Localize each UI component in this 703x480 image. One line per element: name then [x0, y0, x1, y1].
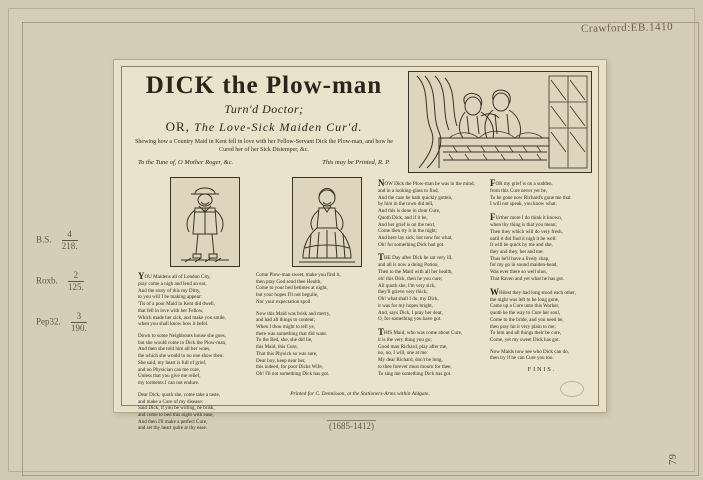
- drop-cap: F: [490, 213, 496, 223]
- stanza: [490, 213, 594, 282]
- verse-line: And the case he hath quickly gotten,: [378, 194, 453, 201]
- verse-line: for my go in sound maiden-head,: [490, 262, 558, 269]
- verse-line: Now Maids now see who Dick can do,: [490, 348, 569, 355]
- verse-line: HE Day after Dick he sat very ill,: [384, 255, 453, 262]
- margin-note-label: Roxb.: [36, 275, 58, 286]
- verse-line: and come to bed this night with ease,: [138, 411, 214, 418]
- drop-cap: N: [378, 179, 385, 188]
- verse-line: and in a looking-glass to find,: [378, 188, 439, 194]
- verse-line: HIS Maid, who was come about Cure,: [384, 329, 463, 336]
- verse-line: O, for something you have got.: [378, 316, 442, 323]
- verse-line: And then she told him all her woes,: [138, 346, 211, 353]
- drop-cap: Y: [138, 272, 145, 281]
- verse-line: no, no, I will, one at me:: [378, 350, 428, 357]
- verse-line: Good man Richard, play after me,: [378, 343, 448, 350]
- verse-line: pray come a nigh and lend an ear,: [138, 281, 207, 287]
- margin-notes: [36, 230, 87, 353]
- verse-line: Oh! what shall I do, my Dick,: [378, 296, 439, 303]
- verse-line: Come, yet my sweet Dick has got.: [490, 336, 560, 343]
- verse-line: To the Bed, she, she did lie,: [256, 337, 313, 344]
- verse-line: but your hopes I'll not beguile,: [256, 292, 319, 299]
- verse-line: Now this Maid was brisk and merry,: [256, 310, 331, 317]
- license-note: This may be Printed, R. P.: [322, 159, 390, 167]
- verse-line: my torments I can not endure.: [138, 380, 200, 387]
- verse-line: it was for my hopes bright,: [378, 302, 433, 309]
- verse-line: to you will I be making appear:: [138, 294, 202, 301]
- verse-line: this indeed, for poor Dicks Wife,: [256, 364, 323, 371]
- verse-line: That Raven and yet what he has got.: [490, 275, 565, 282]
- verse-line: until it did find it nigh it be well:: [490, 235, 557, 242]
- verse-line: That this Physick so was sure,: [256, 350, 318, 357]
- verse-line: and had all things to content;: [256, 317, 315, 324]
- sheet-caption: [8, 420, 695, 431]
- drop-cap: F: [490, 179, 496, 188]
- verse-line: the which she would to no one show then:: [138, 353, 224, 360]
- verse-line: Come Plow-man sweet, make you find it,: [256, 272, 341, 278]
- verse-line: then pray hit it very plain to me;: [490, 323, 556, 330]
- verse-column-1: [138, 272, 246, 437]
- verse-line: Quoth Dick, and if it be,: [378, 214, 428, 221]
- margin-note-fraction: [68, 271, 84, 292]
- corner-number: 79: [667, 454, 679, 465]
- verse-line: OW Dick the Plow-man he was in the mind,: [384, 181, 475, 187]
- margin-note: [36, 312, 87, 333]
- verse-line: To be gone now Richard's gone me that: [490, 194, 571, 201]
- verse-line: And this is done in clear Cure,: [378, 208, 441, 215]
- verse-line: then pray God send thee Health,: [256, 278, 322, 285]
- verse-line: and make a Cure of my disease:: [138, 398, 204, 405]
- mount-board: [8, 8, 695, 472]
- title-alternate: The Love-Sick Maiden Cur'd.: [194, 120, 363, 135]
- verse-line: And here lay sick, but now for what,: [378, 235, 453, 242]
- title-description: Shewing how a Country Maid in Kent fell in love with her Fellow-Servant Dick the Plow-man, and how he Cured her of her Sick Distemper, &c.: [135, 139, 393, 154]
- stanza: [378, 179, 482, 248]
- margin-note-label: B.S.: [36, 234, 52, 245]
- verse-line: then try if he can Cure you too.: [490, 355, 554, 362]
- verse-line: they'll grieve very thick;: [378, 289, 428, 296]
- title-or-word: OR,: [165, 119, 190, 135]
- verse-line: OR my grief is on a sudden,: [495, 181, 553, 187]
- margin-note-denominator: 190.: [71, 323, 87, 333]
- verse-line: it is the very thing you go;: [378, 336, 432, 343]
- verse-line: Then to the Maid with all her health,: [378, 269, 453, 276]
- stanza: [378, 328, 482, 377]
- verse-line: Thus he'll have a lively chap,: [490, 255, 550, 262]
- verse-line: this Maid, this Cure,: [256, 344, 298, 351]
- verse-line: I will not speak, you know what.: [490, 201, 557, 208]
- verse-line: by him in the town did tell,: [378, 201, 434, 208]
- verse-line: that fell in love with her Fellow,: [138, 307, 204, 314]
- verse-line: All quoth she, I'm very sick,: [378, 282, 436, 289]
- stanza: [138, 333, 246, 387]
- verse-line: Urther more I do think it known,: [495, 215, 563, 222]
- verse-line: My dear Richard, don't be long,: [378, 357, 443, 364]
- title-subtitle: Turn'd Doctor;: [224, 102, 304, 117]
- verse-line: Came up a Cure unto this Worker,: [490, 303, 560, 310]
- verse-line: Unless that you give me relief,: [138, 373, 201, 380]
- verse-line: Oh! for something Dick had got.: [378, 241, 445, 248]
- drop-cap: T: [378, 253, 385, 263]
- verse-column-4: [490, 179, 594, 375]
- verse-line: Come then try it in the night;: [378, 228, 438, 235]
- margin-note: [36, 271, 87, 292]
- verse-column-2: [256, 272, 364, 383]
- page-title: DICK the Plow-man: [145, 72, 383, 99]
- verse-line: there was something that did want.: [256, 330, 328, 337]
- verse-line: Come to your bed betimes at night,: [256, 285, 328, 292]
- verse-line: Hilest they had long stood each other,: [499, 289, 576, 296]
- verse-line: Come to the bride, and you need be,: [490, 316, 564, 323]
- margin-note-denominator: 125.: [68, 282, 84, 292]
- verse-line: When I thou might to tell ye,: [256, 324, 315, 331]
- verse-line: and all is now a doing Potion,: [378, 262, 439, 269]
- margin-note-numerator: 4: [62, 230, 78, 241]
- verse-line: OU Maidens all of London City,: [144, 274, 211, 280]
- finis-line: FINIS.: [527, 367, 557, 374]
- stanza: [378, 253, 482, 322]
- stanza: [256, 311, 364, 378]
- verse-line: when you shall know how it befel.: [138, 321, 209, 328]
- stanza: [138, 272, 246, 328]
- verse-line: the night was left to be long gone,: [490, 296, 560, 303]
- margin-note-fraction: [71, 312, 87, 333]
- tune-note: To the Tune of, O Mother Roger, &c.: [138, 159, 234, 167]
- verse-line: and set thy heart quite at thy ease.: [138, 425, 208, 432]
- verse-line: She said, my heart is full of grief,: [138, 359, 207, 366]
- verse-line: And the story of this my Ditty,: [138, 287, 201, 294]
- margin-note-fraction: [62, 230, 78, 251]
- verse-line: Down to some Neighbours house she goes,: [138, 333, 226, 340]
- verse-line: Which made her sick, and make you smile,: [138, 314, 226, 321]
- verse-line: To him and all things their be cure,: [490, 330, 562, 337]
- margin-note-denominator: 218.: [61, 241, 78, 251]
- sheet-caption-text: (1685-1412): [329, 421, 374, 431]
- margin-note: [36, 230, 87, 251]
- collection-stamp: [560, 381, 584, 397]
- verse-line: quoth he the way to Cure her soul,: [490, 310, 561, 317]
- verse-line: from this Cure never yet be,: [490, 188, 548, 194]
- verse-line: they and they, her and me:: [490, 249, 544, 256]
- margin-note-numerator: 2: [68, 271, 84, 282]
- verse-line: Oh! I'll not something Dick has got.: [256, 371, 330, 378]
- stanza: [256, 272, 364, 306]
- verse-line: Said Dick, if you be willing, be brisk,: [138, 405, 215, 412]
- stanza: [490, 288, 594, 344]
- verse-line: but she would come to Dick the Plow-man,: [138, 339, 227, 346]
- verse-line: And, says Dick, I pray her dear,: [378, 309, 443, 316]
- verse-column-3: [378, 179, 482, 382]
- verse-line: and no Physician can me cure,: [138, 366, 200, 373]
- verse-line: 'Tis of a poor Maid in Kent did dwell,: [138, 301, 215, 308]
- imprint-line: Printed for C. Dennisson, at the Stationers-Arms within Aldgate.: [290, 391, 430, 397]
- verse-line: Dear Dick, quoth she, come take a taste,: [138, 391, 221, 398]
- verse-line: Nor your expectation spoil.: [256, 298, 312, 305]
- drop-cap: T: [378, 327, 385, 337]
- verse-line: to thee forever must mourn for thee,: [378, 363, 452, 370]
- stanza: [490, 349, 594, 362]
- verse-line: Was ever there so well shot,: [490, 269, 548, 276]
- verse-line: Dear boy, keep near her,: [256, 357, 306, 364]
- verse-line: Then they which will do very fresh,: [490, 228, 563, 235]
- verse-line: oh! this Dick, then he you cure;: [378, 275, 443, 282]
- verse-line: And her grief is on the next,: [378, 221, 436, 228]
- verse-line: when thy thing is that you mean;: [490, 222, 557, 229]
- margin-note-numerator: 3: [71, 312, 87, 323]
- drop-cap: W: [490, 287, 499, 297]
- stanza: [490, 179, 594, 208]
- verse-line: It will be quick by me and she,: [490, 242, 553, 249]
- verse-line: And then I'll make a perfect Cure,: [138, 418, 208, 425]
- verse-line: To sing me something Dick has got.: [378, 370, 452, 377]
- accession-annotation: Crawford:EB.1410: [580, 21, 674, 35]
- margin-note-label: Pep32.: [36, 316, 61, 327]
